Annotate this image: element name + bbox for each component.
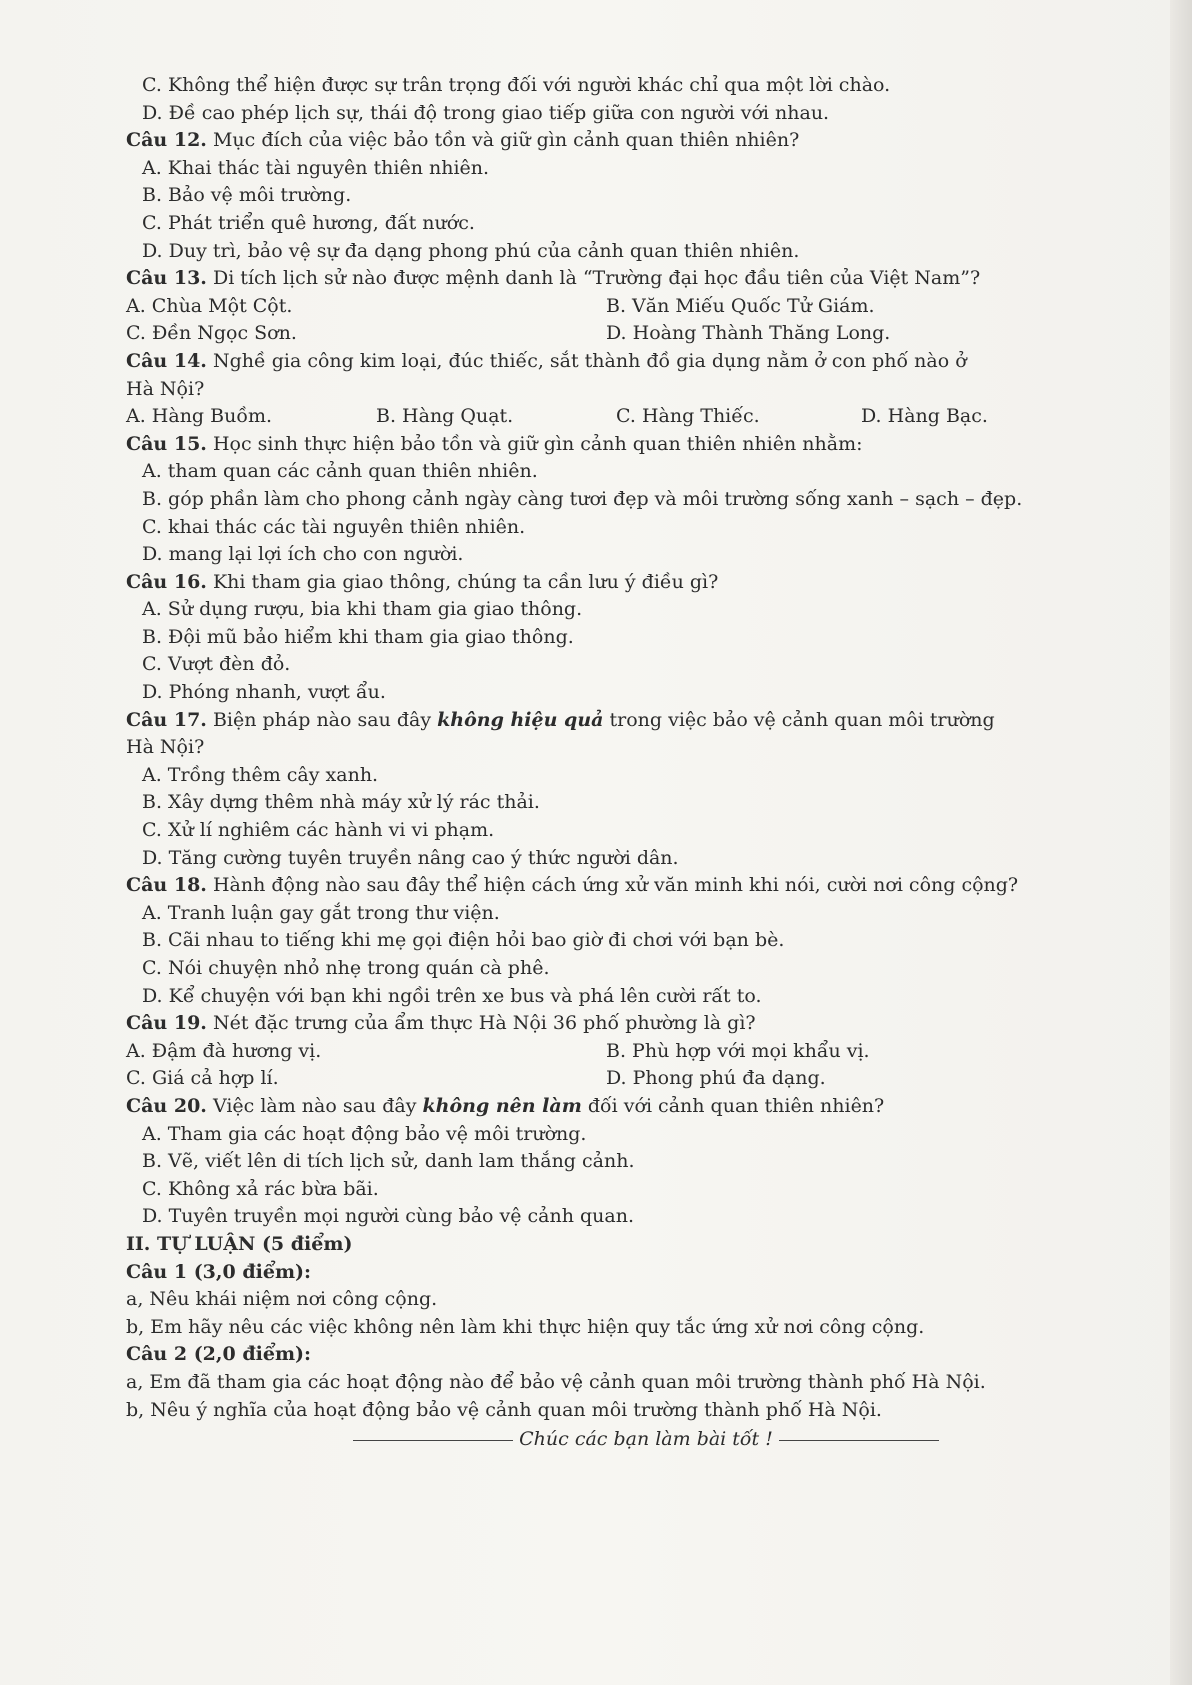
question-number: Câu 14. — [126, 349, 207, 372]
q12-option-a: A. Khai thác tài nguyên thiên nhiên. — [142, 156, 490, 179]
question-emphasis: không hiệu quả — [437, 708, 604, 731]
left-dash-rule — [353, 1440, 513, 1441]
question-14 — [126, 348, 1166, 376]
essay-question-1b: b, Em hãy nêu các việc không nên làm khi thực hiện quy tắc ứng xử nơi công cộng. — [126, 1315, 925, 1338]
essay-question-1-title: Câu 1 (3,0 điểm): — [126, 1260, 312, 1283]
question-text: Nghề gia công kim loại, đúc thiếc, sắt thành đồ gia dụng nằm ở con phố nào ở — [206, 349, 967, 372]
q15-option-c: C. khai thác các tài nguyên thiên nhiên. — [142, 515, 526, 538]
question-text: Mục đích của việc bảo tồn và giữ gìn cảnh quan thiên nhiên? — [206, 129, 800, 152]
question-17-cont: Hà Nội? — [126, 736, 205, 759]
essay-question-1a: a, Nêu khái niệm nơi công cộng. — [126, 1288, 438, 1311]
question-number: Câu 19. — [126, 1012, 207, 1035]
q12-option-c: C. Phát triển quê hương, đất nước. — [142, 211, 475, 234]
question-15 — [126, 431, 1166, 459]
question-12 — [126, 127, 1166, 155]
question-19 — [126, 1010, 1166, 1038]
closing-line — [126, 1426, 1166, 1454]
q17-option-c: C. Xử lí nghiêm các hành vi vi phạm. — [142, 819, 495, 842]
q19-option-d: D. Phong phú đa dạng. — [606, 1067, 826, 1090]
page-edge — [1170, 0, 1192, 1685]
q14-options — [126, 403, 1166, 431]
question-number: Câu 17. — [126, 708, 207, 731]
question-20 — [126, 1093, 1166, 1121]
q13-option-b: B. Văn Miếu Quốc Tử Giám. — [606, 294, 875, 317]
question-text: Biện pháp nào sau đây — [206, 708, 438, 731]
q16-option-b: B. Đội mũ bảo hiểm khi tham gia giao thông. — [142, 625, 574, 648]
question-text: trong việc bảo vệ cảnh quan môi trường — [603, 708, 995, 731]
q13-option-a: A. Chùa Một Cột. — [126, 294, 293, 317]
q20-option-d: D. Tuyên truyền mọi người cùng bảo vệ cảnh quan. — [142, 1205, 635, 1228]
q15-option-b: B. góp phần làm cho phong cảnh ngày càng tươi đẹp và môi trường sống xanh – sạch – đẹp. — [142, 487, 1023, 510]
q19-option-a: A. Đậm đà hương vị. — [126, 1039, 322, 1062]
question-number: Câu 15. — [126, 432, 207, 455]
q15-option-a: A. tham quan các cảnh quan thiên nhiên. — [142, 460, 538, 483]
question-number: Câu 13. — [126, 267, 207, 290]
exam-content — [126, 72, 1166, 1454]
q13-option-d: D. Hoàng Thành Thăng Long. — [606, 322, 891, 345]
q11-option-c: C. Không thể hiện được sự trân trọng đối với người khác chỉ qua một lời chào. — [142, 74, 891, 96]
q18-option-c: C. Nói chuyện nhỏ nhẹ trong quán cà phê. — [142, 957, 550, 979]
q16-option-a: A. Sử dụng rượu, bia khi tham gia giao thông. — [142, 598, 583, 621]
q14-option-b: B. Hàng Quạt. — [376, 405, 514, 428]
q19-option-c: C. Giá cả hợp lí. — [126, 1067, 279, 1090]
q17-option-d: D. Tăng cường tuyên truyền nâng cao ý thức người dân. — [142, 846, 679, 869]
essay-question-2a: a, Em đã tham gia các hoạt động nào để bảo vệ cảnh quan môi trường thành phố Hà Nội. — [126, 1370, 986, 1393]
question-number: Câu 20. — [126, 1094, 207, 1117]
q14-option-c: C. Hàng Thiếc. — [616, 405, 760, 428]
question-text: Nét đặc trưng của ẩm thực Hà Nội 36 phố phường là gì? — [206, 1012, 756, 1035]
q19-options-row-2 — [126, 1065, 1166, 1093]
q13-option-c: C. Đền Ngọc Sơn. — [126, 322, 297, 345]
q16-option-d: D. Phóng nhanh, vượt ẩu. — [142, 681, 386, 704]
q20-option-c: C. Không xả rác bừa bãi. — [142, 1177, 379, 1200]
q18-option-a: A. Tranh luận gay gắt trong thư viện. — [142, 901, 500, 924]
q14-option-d: D. Hàng Bạc. — [861, 405, 988, 428]
question-14-cont: Hà Nội? — [126, 377, 205, 400]
question-text: Việc làm nào sau đây — [206, 1094, 423, 1117]
q19-options-row-1 — [126, 1038, 1166, 1066]
q13-options-row-1 — [126, 293, 1166, 321]
q17-option-a: A. Trồng thêm cây xanh. — [142, 763, 379, 786]
question-text: Di tích lịch sử nào được mệnh danh là “Trường đại học đầu tiên của Việt Nam”? — [206, 267, 981, 290]
question-13 — [126, 265, 1166, 293]
question-emphasis: không nên làm — [422, 1094, 582, 1117]
question-number: Câu 18. — [126, 874, 207, 897]
q14-option-a: A. Hàng Buồm. — [126, 405, 273, 428]
right-dash-rule — [779, 1440, 939, 1441]
q17-option-b: B. Xây dựng thêm nhà máy xử lý rác thải. — [142, 791, 540, 814]
closing-message: Chúc các bạn làm bài tốt ! — [519, 1428, 773, 1451]
question-text: Khi tham gia giao thông, chúng ta cần lưu ý điều gì? — [206, 570, 719, 593]
question-18 — [126, 872, 1166, 900]
section-heading-essay: II. TỰ LUẬN (5 điểm) — [126, 1232, 353, 1255]
question-number: Câu 12. — [126, 129, 207, 152]
q18-option-d: D. Kể chuyện với bạn khi ngồi trên xe bus và phá lên cười rất to. — [142, 984, 762, 1007]
q12-option-b: B. Bảo vệ môi trường. — [142, 184, 352, 207]
question-number: Câu 16. — [126, 570, 207, 593]
question-text: Học sinh thực hiện bảo tồn và giữ gìn cảnh quan thiên nhiên nhằm: — [206, 432, 863, 455]
question-17 — [126, 707, 1166, 735]
q20-option-b: B. Vẽ, viết lên di tích lịch sử, danh lam thắng cảnh. — [142, 1150, 635, 1173]
essay-question-2b: b, Nêu ý nghĩa của hoạt động bảo vệ cảnh quan môi trường thành phố Hà Nội. — [126, 1398, 882, 1421]
question-text: Hành động nào sau đây thể hiện cách ứng xử văn minh khi nói, cười nơi công cộng? — [206, 874, 1019, 897]
q12-option-d: D. Duy trì, bảo vệ sự đa dạng phong phú của cảnh quan thiên nhiên. — [142, 239, 800, 262]
q19-option-b: B. Phù hợp với mọi khẩu vị. — [606, 1039, 870, 1062]
question-16 — [126, 569, 1166, 597]
q18-option-b: B. Cãi nhau to tiếng khi mẹ gọi điện hỏi bao giờ đi chơi với bạn bè. — [142, 929, 785, 952]
q11-option-d: D. Đề cao phép lịch sự, thái độ trong giao tiếp giữa con người với nhau. — [142, 101, 830, 124]
question-text: đối với cảnh quan thiên nhiên? — [581, 1094, 885, 1117]
essay-question-2-title: Câu 2 (2,0 điểm): — [126, 1343, 312, 1366]
q16-option-c: C. Vượt đèn đỏ. — [142, 653, 291, 676]
q20-option-a: A. Tham gia các hoạt động bảo vệ môi trường. — [142, 1122, 587, 1145]
q15-option-d: D. mang lại lợi ích cho con người. — [142, 543, 464, 566]
q13-options-row-2 — [126, 320, 1166, 348]
